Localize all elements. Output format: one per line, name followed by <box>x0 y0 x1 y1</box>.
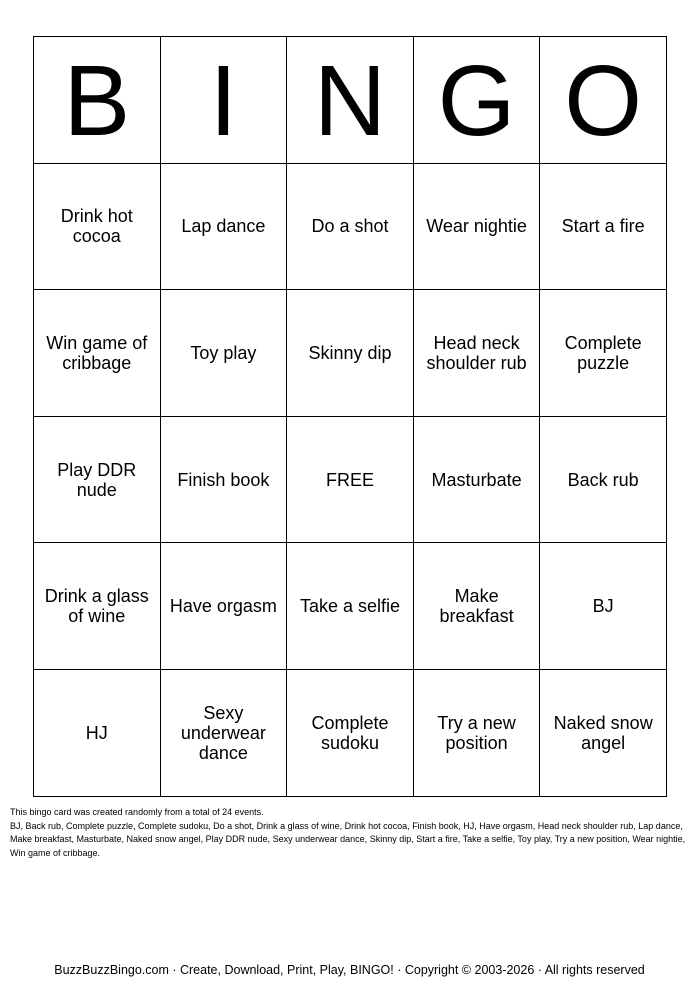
note-summary: This bingo card was created randomly from a total of 24 events. <box>10 807 264 817</box>
bingo-card <box>33 36 667 797</box>
header-letter-b: B <box>34 37 161 164</box>
bingo-cell: BJ <box>540 543 667 670</box>
bingo-cell: Try a new position <box>413 669 540 796</box>
header-letter-o: O <box>540 37 667 164</box>
page-footer: BuzzBuzzBingo.com · Create, Download, Print, Play, BINGO! · Copyright © 2003-2026 · All rights reserved <box>54 963 645 977</box>
bingo-row <box>34 290 667 417</box>
bingo-row <box>34 163 667 290</box>
bingo-cell: Win game of cribbage <box>34 290 161 417</box>
bingo-cell: Drink a glass of wine <box>34 543 161 670</box>
header-letter-i: I <box>160 37 287 164</box>
bingo-cell: Masturbate <box>413 416 540 543</box>
header-letter-n: N <box>287 37 414 164</box>
bingo-cell: Back rub <box>540 416 667 543</box>
note-event-list: BJ, Back rub, Complete puzzle, Complete sudoku, Do a shot, Drink a glass of wine, Drink hot cocoa, Finish book, HJ, Have orgasm, Head neck shoulder rub, Lap dance, Make breakfast, Masturbate, Naked snow angel, Play DDR nude, Sexy underwear dance, Skinny dip, Start a fire, Take a selfie, Toy play, Try a new position, Wear nightie, Win game of cribbage. <box>10 820 686 858</box>
bingo-cell: Naked snow angel <box>540 669 667 796</box>
header-letter-g: G <box>413 37 540 164</box>
bingo-cell: Head neck shoulder rub <box>413 290 540 417</box>
bingo-cell: Lap dance <box>160 163 287 290</box>
bingo-cell: Complete sudoku <box>287 669 414 796</box>
bingo-cell: Finish book <box>160 416 287 543</box>
bingo-row <box>34 543 667 670</box>
bingo-row <box>34 669 667 796</box>
bingo-header-row <box>34 37 667 164</box>
bingo-cell: Take a selfie <box>287 543 414 670</box>
bingo-cell: Complete puzzle <box>540 290 667 417</box>
card-note <box>10 806 688 860</box>
bingo-cell: Have orgasm <box>160 543 287 670</box>
bingo-cell: Start a fire <box>540 163 667 290</box>
bingo-cell: Skinny dip <box>287 290 414 417</box>
bingo-cell: Toy play <box>160 290 287 417</box>
bingo-cell: HJ <box>34 669 161 796</box>
bingo-cell: Drink hot cocoa <box>34 163 161 290</box>
bingo-cell: Make breakfast <box>413 543 540 670</box>
bingo-cell: Play DDR nude <box>34 416 161 543</box>
free-space-cell: FREE <box>287 416 414 543</box>
bingo-cell: Sexy underwear dance <box>160 669 287 796</box>
bingo-row <box>34 416 667 543</box>
bingo-cell: Wear nightie <box>413 163 540 290</box>
bingo-cell: Do a shot <box>287 163 414 290</box>
